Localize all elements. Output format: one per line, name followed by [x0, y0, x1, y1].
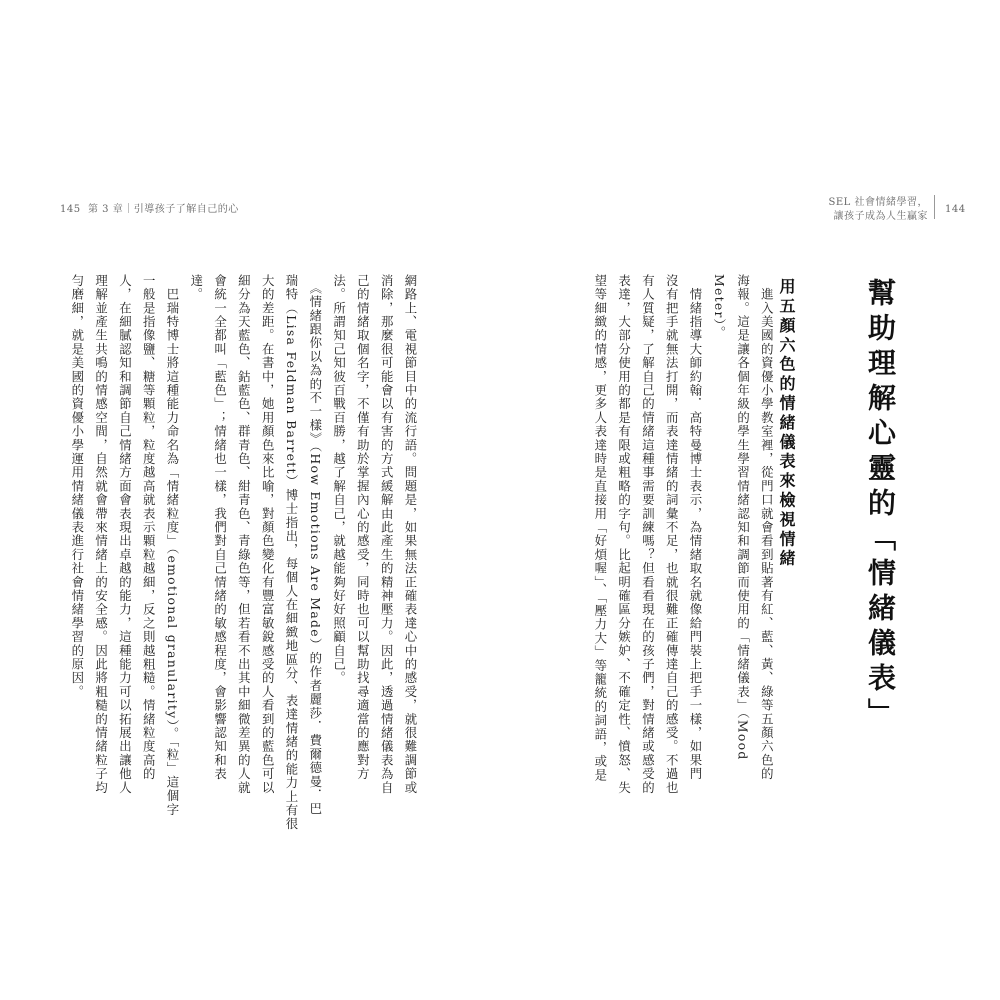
- paragraph-line: 網路上、電視節目中的流行語。問題是，如果無法正確表達心中的感受，就很難調節或: [402, 274, 418, 795]
- paragraph-line: 海報。這是讓各個年級的學生學習情緒認知和調節而使用的「情緒儀表」（Mood: [735, 274, 751, 761]
- section-subtitle: 用五顏六色的情緒儀表來檢視情緒: [777, 278, 796, 569]
- paragraph-line: 巴瑞特博士將這種能力命名為「情緒粒度」（emotional granularity）。「粒」這個字: [164, 274, 180, 817]
- paragraph-line: 有人質疑，了解自己的情緒這種事需要訓練嗎？但看看現在的孩子們，對情緒或感受的: [640, 274, 656, 795]
- paragraph-line: 理解並產生共鳴的情感空間，自然就會帶來情緒上的安全感。因此將粗糙的情緒粒子均: [93, 274, 109, 795]
- header-divider: [934, 195, 935, 219]
- paragraph-line: 望等細緻的情感，更多人表達時是直接用「好煩喔」、「壓力大」等籠統的詞語，或是: [592, 274, 608, 783]
- right-page-number: 144: [945, 204, 966, 215]
- paragraph-line: 會統一全都叫「藍色」；情緒也一樣，我們對自己情緒的敏感程度，會影響認知和表: [212, 274, 228, 781]
- paragraph-line: 人，在細膩認知和調節自己情緒方面會表現出卓越的能力，這種能力可以拓展出讓他人: [117, 274, 133, 795]
- paragraph-line: 達。: [188, 274, 204, 302]
- paragraph-line: 細分為天藍色、鈷藍色、群青色、紺青色、青綠色等，但若看不出其中細微差異的人就: [236, 274, 252, 795]
- paragraph-line: 情緒指導大師約翰．高特曼博士表示，為情緒取名就像給門裝上把手一樣，如果門: [687, 274, 703, 781]
- right-book-title-header: [828, 196, 928, 224]
- right-title-line-1: SEL 社會情緒學習，: [828, 197, 928, 208]
- paragraph-line: Meter）。: [711, 274, 727, 340]
- paragraph-line: 進入美國的資優小學教室裡，從門口就會看到貼著有紅、藍、黃、綠等五顏六色的: [759, 274, 775, 781]
- left-page-body: [65, 274, 422, 832]
- paragraph-line: 表達，大部分使用的都是有限或粗略的字句。比起明確區分嫉妒、不確定性、憤怒、失: [616, 274, 632, 795]
- left-page-number: 145: [60, 204, 81, 215]
- paragraph-line: 一般是指像鹽、糖等顆粒，粒度越高就表示顆粒越細，反之則越粗糙。情緒粒度高的: [141, 274, 157, 781]
- paragraph-line: 消除，那麼很可能會以有害的方式緩解由此產生的精神壓力。因此，透過情緒儀表為自: [379, 274, 395, 795]
- paragraph-line: 勻磨細，就是美國的資優小學運用情緒儀表進行社會情緒學習的原因。: [69, 274, 85, 699]
- paragraph-line: 大的差距。在書中，她用顏色來比喻，對顏色變化有豐富敏銳感受的人看到的藍色可以: [260, 274, 276, 795]
- paragraph-line: 沒有把手就無法打開，而表達情緒的詞彙不足，也就很難正確傳達自己的感受。不過也: [664, 274, 680, 795]
- left-chapter-header: 第 3 章｜引導孩子了解自己的心: [88, 204, 239, 215]
- paragraph-line: 瑞特（Lisa Feldman Barrett）博士指出，每個人在細緻地區分、表達情緒的能力上有很: [283, 274, 299, 832]
- paragraph-line: 法。所謂知己知彼百戰百勝，越了解自己，就越能夠好好照顧自己。: [331, 274, 347, 685]
- right-title-line-2: 讓孩子成為人生贏家: [833, 211, 928, 222]
- right-page-body: [588, 274, 778, 795]
- paragraph-line: 《情緒跟你以為的不一樣》（How Emotions Are Made）的作者麗莎．費爾德曼．巴: [307, 274, 323, 817]
- section-title: 幫助理解心靈的「情緒儀表」: [864, 278, 897, 733]
- paragraph-line: 己的情緒取個名字，不僅有助於掌握內心的感受，同時也可以幫助找尋適當的應對方: [355, 274, 371, 781]
